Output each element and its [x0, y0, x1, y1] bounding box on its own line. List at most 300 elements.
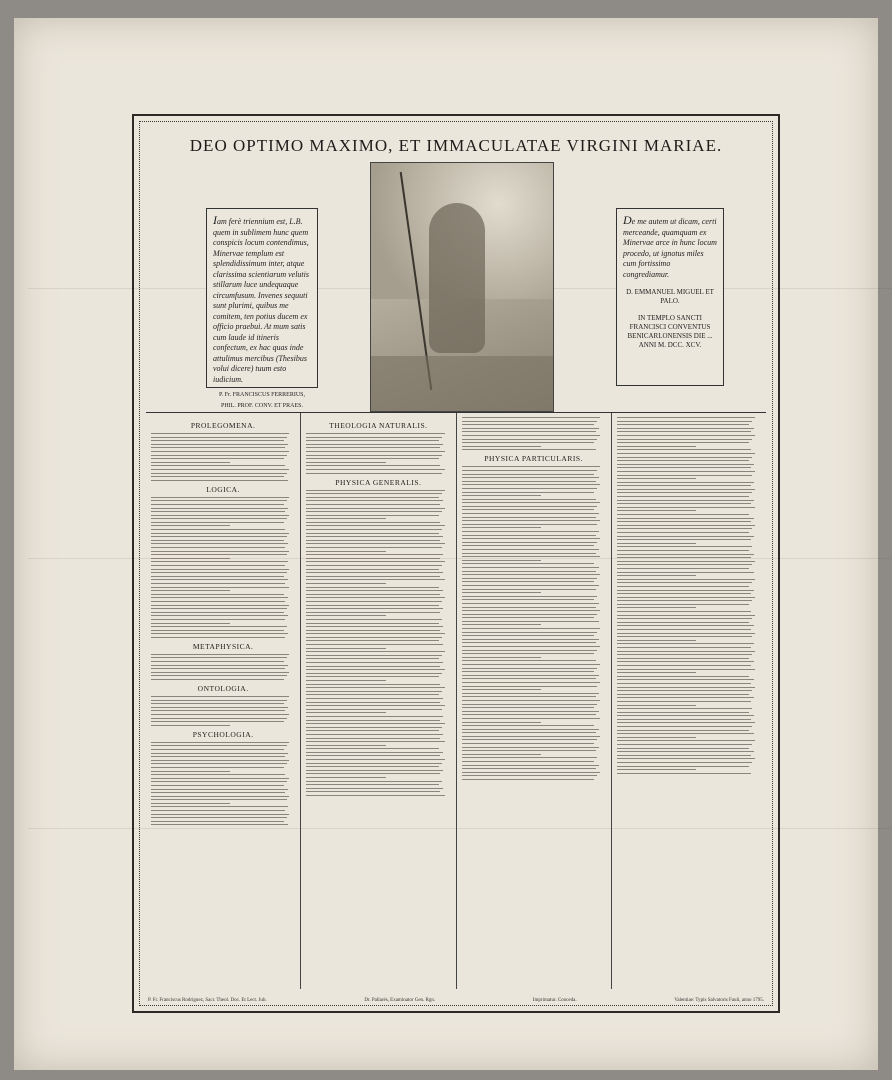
- text-line: [151, 665, 288, 666]
- text-line: [617, 572, 754, 573]
- text-line: [462, 474, 595, 475]
- text-line: [151, 500, 287, 501]
- text-line: [617, 690, 753, 691]
- text-line: [617, 733, 754, 734]
- text-line: [151, 440, 284, 441]
- text-line: [617, 435, 755, 436]
- text-line: [462, 506, 598, 507]
- text-line: [306, 576, 440, 577]
- text-line: [151, 572, 287, 573]
- text-line: [617, 604, 750, 605]
- text-line: [617, 579, 755, 580]
- text-line: [151, 469, 289, 470]
- text-line: [617, 744, 753, 745]
- text-line: [462, 477, 599, 478]
- text-line: [617, 766, 750, 767]
- text-line: [151, 637, 285, 638]
- text-line: [306, 712, 385, 713]
- text-line: [617, 636, 753, 637]
- column-4: [611, 413, 766, 989]
- text-line: [151, 504, 284, 505]
- text-line: [617, 521, 751, 522]
- text-line: [151, 525, 230, 526]
- text-line: [462, 520, 600, 521]
- text-line: [151, 576, 284, 577]
- text-line: [306, 587, 439, 588]
- text-line: [306, 594, 440, 595]
- text-line: [151, 518, 287, 519]
- text-line: [617, 507, 755, 508]
- text-line: [617, 643, 754, 644]
- text-line: [617, 755, 751, 756]
- text-line: [462, 750, 596, 751]
- text-line: [306, 720, 440, 721]
- text-line: [462, 470, 598, 471]
- text-line: [462, 563, 595, 564]
- text-line: [306, 702, 440, 703]
- text-line: [151, 742, 289, 743]
- text-line: [617, 457, 753, 458]
- text-line: [151, 763, 287, 764]
- text-line: [462, 589, 596, 590]
- text-line: [617, 546, 753, 547]
- text-line: [462, 446, 541, 447]
- text-line: [617, 661, 754, 662]
- text-line: [151, 522, 284, 523]
- text-line: [306, 547, 442, 548]
- text-line: [306, 666, 440, 667]
- text-line: [462, 736, 600, 737]
- text-line: [151, 508, 288, 509]
- text-line: [151, 672, 289, 673]
- page-title: DEO OPTIMO MAXIMO, ET IMMACULATAE VIRGINI MARIAE.: [189, 136, 723, 155]
- text-line: [306, 730, 439, 731]
- text-line: [617, 428, 754, 429]
- section-heading: LOGICA.: [206, 484, 240, 494]
- text-line: [306, 727, 442, 728]
- text-line: [151, 710, 285, 711]
- text-line: [151, 814, 289, 815]
- text-line: [151, 511, 285, 512]
- text-line: [151, 497, 289, 498]
- text-line: [462, 653, 595, 654]
- text-line: [462, 639, 599, 640]
- section-heading: PSYCHOLOGIA.: [192, 729, 254, 739]
- text-line: [617, 518, 754, 519]
- text-line: [617, 647, 751, 648]
- text-line: [462, 538, 600, 539]
- text-line: [617, 500, 754, 501]
- text-line: [617, 751, 754, 752]
- text-line: [151, 536, 287, 537]
- text-line: [617, 679, 754, 680]
- text-line: [306, 462, 385, 463]
- text-line: [462, 431, 596, 432]
- text-line: [462, 689, 541, 690]
- text-line: [617, 615, 755, 616]
- text-line: [151, 781, 287, 782]
- text-line: [617, 424, 750, 425]
- text-line: [462, 466, 600, 467]
- dedication-box-right: [616, 208, 724, 386]
- text-line: [306, 561, 444, 562]
- text-line: [151, 824, 288, 825]
- text-line: [151, 447, 285, 448]
- text-line: [462, 556, 600, 557]
- text-line: [306, 705, 444, 706]
- text-line: [462, 765, 599, 766]
- text-line: [151, 810, 285, 811]
- text-line: [151, 587, 289, 588]
- text-line: [617, 431, 751, 432]
- text-line: [617, 618, 753, 619]
- text-line: [151, 437, 287, 438]
- minerva-engraving: [370, 162, 554, 412]
- text-line: [617, 525, 755, 526]
- text-line: [617, 485, 751, 486]
- text-line: [306, 558, 440, 559]
- text-line: [306, 791, 440, 792]
- text-line: [617, 460, 750, 461]
- text-line: [151, 455, 287, 456]
- text-line: [306, 490, 444, 491]
- text-line: [306, 619, 442, 620]
- text-line: [151, 565, 285, 566]
- text-line: [462, 527, 541, 528]
- text-line: [617, 421, 753, 422]
- text-line: [617, 439, 753, 440]
- text-line: [306, 755, 440, 756]
- text-line: [617, 683, 751, 684]
- text-line: [306, 691, 442, 692]
- text-line: [617, 758, 755, 759]
- text-line: [306, 447, 440, 448]
- text-line: [306, 440, 439, 441]
- text-line: [617, 722, 755, 723]
- text-line: [306, 658, 439, 659]
- text-line: [462, 657, 541, 658]
- text-line: [462, 722, 541, 723]
- text-line: [462, 747, 599, 748]
- text-line: [306, 572, 443, 573]
- text-line: [151, 721, 284, 722]
- text-line: [306, 640, 439, 641]
- text-line: [306, 784, 439, 785]
- text-line: [617, 528, 753, 529]
- footer-right: Valentiae: Typis Salvatoris Fauli, anno 1795.: [674, 998, 764, 1003]
- text-line: [617, 442, 750, 443]
- respondent-name: D. EMMANUEL MIGUEL ET PALO.: [626, 288, 714, 305]
- text-line: [151, 749, 284, 750]
- text-line: [151, 623, 230, 624]
- text-line: [462, 435, 600, 436]
- text-line: [617, 625, 754, 626]
- dedication-signature: P. Fr. FRANCISCUS FERRERIUS, PHIL. PROF. CONV. ET PRAES.: [218, 392, 306, 409]
- text-line: [306, 455, 442, 456]
- text-line: [617, 543, 696, 544]
- text-line: [462, 567, 599, 568]
- text-line: [617, 482, 754, 483]
- text-line: [462, 632, 598, 633]
- text-line: [151, 597, 288, 598]
- text-line: [306, 684, 440, 685]
- text-line: [306, 781, 442, 782]
- text-line: [151, 760, 289, 761]
- text-line: [151, 608, 287, 609]
- column-2: [300, 413, 455, 989]
- text-line: [151, 817, 287, 818]
- text-line: [306, 451, 444, 452]
- text-line: [617, 471, 755, 472]
- text-line: [462, 729, 599, 730]
- text-line: [306, 601, 442, 602]
- text-line: [151, 540, 284, 541]
- text-line: [151, 668, 285, 669]
- text-line: [306, 644, 443, 645]
- column-3: [456, 413, 611, 989]
- text-line: [617, 554, 754, 555]
- text-line: [306, 773, 440, 774]
- text-line: [617, 539, 751, 540]
- text-line: [462, 693, 599, 694]
- text-line: [151, 771, 230, 772]
- text-line: [151, 821, 284, 822]
- text-line: [306, 734, 443, 735]
- text-line: [462, 761, 595, 762]
- dedication-box-left: [206, 208, 318, 409]
- text-line: [306, 788, 443, 789]
- text-line: [462, 535, 596, 536]
- text-line: [617, 597, 755, 598]
- text-line: [462, 725, 595, 726]
- text-line: [151, 774, 285, 775]
- text-line: [462, 621, 599, 622]
- text-line: [462, 714, 596, 715]
- text-line: [617, 658, 750, 659]
- text-line: [462, 492, 595, 493]
- text-line: [306, 676, 439, 677]
- text-line: [617, 694, 750, 695]
- text-line: [462, 682, 600, 683]
- section-heading: ONTOLOGIA.: [197, 684, 249, 694]
- text-line: [151, 796, 289, 797]
- text-line: [617, 568, 750, 569]
- text-line: [306, 473, 442, 474]
- text-line: [151, 473, 287, 474]
- text-line: [462, 502, 600, 503]
- text-line: [306, 669, 444, 670]
- text-line: [617, 446, 696, 447]
- text-line: [151, 433, 289, 434]
- text-line: [151, 476, 284, 477]
- text-line: [462, 439, 598, 440]
- text-line: [151, 718, 287, 719]
- text-line: [151, 554, 287, 555]
- text-line: [306, 565, 442, 566]
- text-line: [151, 579, 288, 580]
- text-line: [617, 561, 755, 562]
- text-line: [617, 575, 696, 576]
- text-line: [462, 545, 595, 546]
- text-line: [617, 629, 751, 630]
- minerva-figure: [429, 203, 485, 353]
- text-line: [151, 626, 287, 627]
- text-line: [462, 686, 598, 687]
- text-line: [462, 571, 596, 572]
- text-line: [462, 596, 598, 597]
- text-line: [462, 704, 598, 705]
- text-line: [306, 615, 385, 616]
- text-line: [462, 524, 598, 525]
- text-line: [151, 547, 285, 548]
- text-line: [306, 605, 439, 606]
- text-line: [151, 558, 230, 559]
- text-line: [462, 642, 596, 643]
- text-line: [306, 626, 443, 627]
- text-line: [151, 792, 285, 793]
- text-line: [462, 599, 595, 600]
- text-line: [306, 540, 440, 541]
- text-line: [151, 767, 284, 768]
- text-line: [151, 661, 284, 662]
- text-line: [617, 669, 755, 670]
- text-line: [462, 517, 596, 518]
- text-line: [617, 705, 696, 706]
- text-line: [617, 564, 753, 565]
- text-line: [306, 554, 443, 555]
- text-line: [617, 730, 750, 731]
- text-line: [306, 511, 442, 512]
- text-line: [462, 660, 596, 661]
- text-line: [151, 462, 230, 463]
- text-line: [306, 748, 439, 749]
- text-line: [617, 748, 750, 749]
- section-heading: PHYSICA GENERALIS.: [335, 477, 422, 487]
- dedication-text: Iam ferè triennium est, L.B. quem in sublimem hunc quem conspicis locum contendimus, Minervae templum est splendidissimum inter, atque clarissima scientiarum velutis stillarum luce undequaque circumfusum. Invenes sequuti sunt plurimi, quibus me comitem, ten potius ducem ex officio praebui. At mum satis cum laude id itineris confectum, ex hac quas inde attulimus mercibus (Thesibus volui dicere) tuum esto iudicium.: [213, 213, 309, 384]
- text-line: [617, 593, 751, 594]
- text-line: [306, 465, 440, 466]
- text-line: [462, 531, 599, 532]
- text-line: [617, 510, 696, 511]
- text-line: [462, 574, 600, 575]
- text-line: [151, 583, 285, 584]
- text-line: [462, 499, 596, 500]
- text-line: [617, 550, 750, 551]
- text-line: [151, 619, 285, 620]
- text-line: [151, 778, 289, 779]
- text-line: [306, 497, 439, 498]
- text-line: [306, 551, 385, 552]
- text-line: [617, 611, 751, 612]
- text-line: [306, 662, 443, 663]
- text-line: [306, 569, 439, 570]
- text-line: [462, 696, 596, 697]
- text-line: [151, 696, 289, 697]
- text-line: [306, 655, 442, 656]
- text-line: [151, 675, 287, 676]
- text-line: [151, 615, 288, 616]
- text-line: [617, 464, 754, 465]
- text-line: [151, 654, 289, 655]
- text-line: [151, 458, 284, 459]
- text-line: [306, 698, 443, 699]
- text-line: [617, 737, 696, 738]
- text-line: [306, 673, 442, 674]
- text-line: [151, 756, 285, 757]
- text-line: [306, 433, 444, 434]
- text-line: [462, 581, 595, 582]
- text-line: [462, 592, 541, 593]
- text-line: [151, 543, 288, 544]
- text-line: [617, 496, 750, 497]
- text-line: [617, 719, 751, 720]
- text-line: [306, 777, 385, 778]
- text-line: [462, 768, 596, 769]
- text-line: [462, 481, 596, 482]
- text-line: [306, 752, 443, 753]
- text-line: [306, 504, 440, 505]
- text-line: [617, 708, 753, 709]
- text-line: [151, 745, 287, 746]
- text-line: [306, 583, 385, 584]
- text-line: [617, 536, 754, 537]
- decorative-border: [132, 114, 780, 1013]
- text-line: [617, 475, 753, 476]
- text-line: [306, 680, 385, 681]
- text-line: [617, 607, 696, 608]
- text-line: [151, 444, 288, 445]
- text-line: [306, 525, 444, 526]
- text-line: [462, 635, 595, 636]
- text-line: [462, 732, 596, 733]
- text-line: [151, 785, 284, 786]
- text-line: [306, 500, 443, 501]
- text-line: [306, 763, 442, 764]
- respondent-text: De me autem ut dicam, certi merceande, quamquam ex Minervae arce in hunc locum procedo, ut ignotus miles cum fortissimo congrediamur.: [623, 213, 717, 279]
- text-line: [617, 633, 755, 634]
- text-line: [151, 806, 288, 807]
- text-line: [617, 622, 750, 623]
- text-line: [306, 608, 443, 609]
- text-line: [151, 515, 289, 516]
- text-line: [462, 743, 595, 744]
- text-line: [306, 745, 385, 746]
- text-line: [617, 600, 753, 601]
- text-line: [306, 738, 440, 739]
- text-line: [306, 529, 442, 530]
- text-line: [151, 630, 284, 631]
- text-line: [617, 503, 751, 504]
- text-line: [462, 553, 596, 554]
- text-line: [151, 533, 289, 534]
- text-line: [462, 779, 595, 780]
- section-heading: PROLEGOMENA.: [190, 421, 256, 430]
- text-line: [306, 493, 442, 494]
- text-line: [462, 509, 595, 510]
- section-heading: PHYSICA PARTICULARIS.: [484, 454, 583, 464]
- text-line: [617, 557, 751, 558]
- text-line: [462, 646, 600, 647]
- text-line: [617, 453, 755, 454]
- document-sheet: [14, 18, 878, 1070]
- text-line: [151, 703, 284, 704]
- text-line: [306, 716, 443, 717]
- text-line: [462, 603, 599, 604]
- text-line: [151, 561, 288, 562]
- text-line: [151, 451, 289, 452]
- text-line: [306, 623, 439, 624]
- text-line: [462, 607, 596, 608]
